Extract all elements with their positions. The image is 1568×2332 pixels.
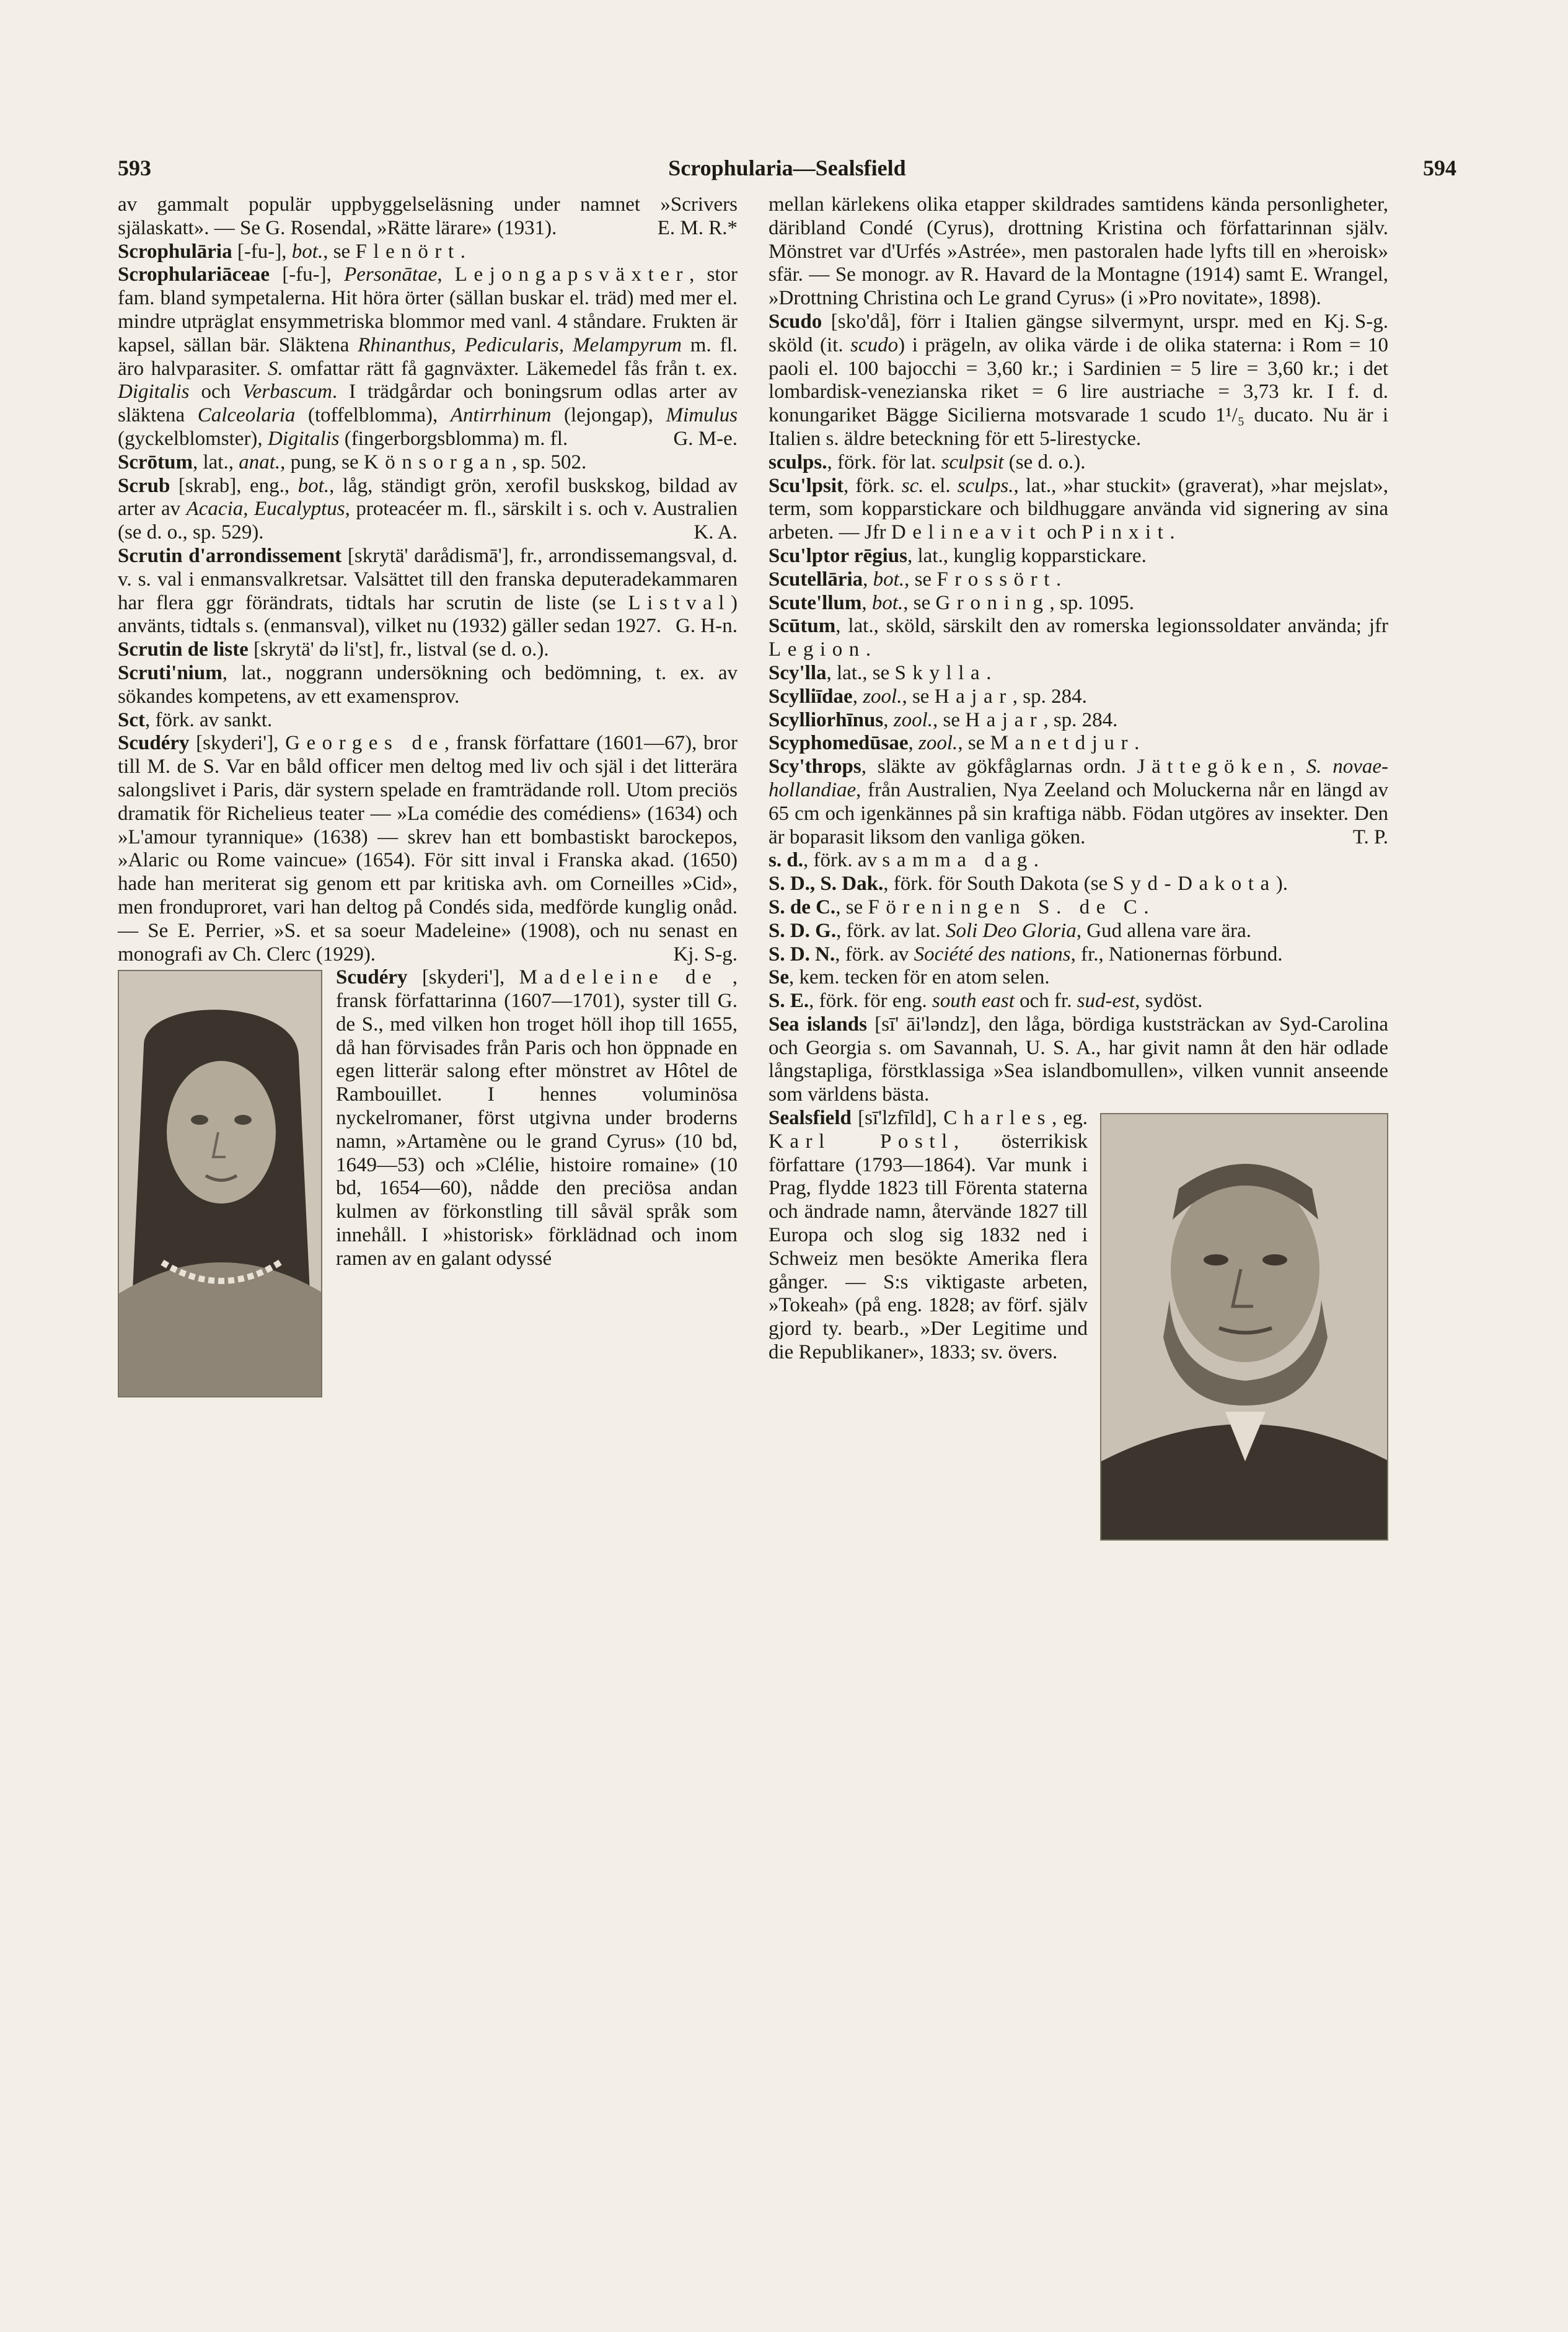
entry-scylliorhinus: Scylliorhīnus, zool., se Hajar, sp. 284. xyxy=(769,708,1118,731)
entry-scylla: Scy'lla, lat., se Skylla. xyxy=(769,661,992,684)
entry-s-e: S. E., förk. för eng. south east och fr. sud-est, sydöst. xyxy=(769,990,1203,1013)
entry-s-de-c: S. de C., se Föreningen S. de C. xyxy=(769,895,1149,918)
entry-s-d-g: S. D. G., förk. av lat. Soli Deo Gloria, Gud allena vare ära. xyxy=(769,919,1251,942)
entry-scythrops: Scy'throps, släkte av gökfåglarnas ordn. Jättegöken, S. novae-hollandiae, från Australien, Nya Zeeland och Moluckerna når en längd av 65 cm och igenkännes på sin kraftiga näbb. Födan utgöres av insekter. Den är boparasit liksom den vanliga göken. T. P. xyxy=(769,755,1388,848)
entry-continuation: av gammalt populär uppbyggelseläsning under namnet »Scrivers själaskatt». — Se G. Rosendal, »Rätte lärare» (1931). E. M. R.* xyxy=(118,193,738,239)
entry-scyphomedusae: Scyphomedūsae, zool., se Manetdjur. xyxy=(769,732,1140,755)
entry-scrophularia: Scrophulāria [-fu-], bot., se Flenört. xyxy=(118,240,465,263)
entry-scrophulariaceae: Scrophulariāceae [-fu-], Personātae, Lejongapsväxter, stor fam. bland sympetalerna. Hit höra örter (sällan buskar el. träd) med mer el. mindre utpräglat ensymmetriska blommor med vanl. 4 ståndare. Frukten är kapsel, sällan bär. Släktena Rhinanthus, Pedicularis, Melampyrum m. fl. äro halvparasiter. S. omfattar rätt få gagnväxter. Läkemedel fås från t. ex. Digitalis och Verbascum. I trädgårdar och boningsrum odlas arter av släktena Calceolaria (toffelblomma), Antirrhinum (lejongap), Mimulus (gyckelblomster), Digitalis (fingerborgsblomma) m. fl. G. M-e. xyxy=(118,263,738,450)
entry-s-d: s. d., förk. av samma dag. xyxy=(769,849,1039,872)
entry-scrotum: Scrōtum, lat., anat., pung, se Könsorgan, sp. 502. xyxy=(118,451,587,473)
entry-se: Se, kem. tecken för en atom selen. xyxy=(769,966,1050,989)
entry-sculps: sculps., förk. för lat. sculpsit (se d. o.). xyxy=(769,451,1086,473)
entry-sct: Sct, förk. av sankt. xyxy=(118,708,273,731)
left-column xyxy=(118,193,738,1402)
portrait-charles-sealsfield xyxy=(1100,1113,1388,1541)
entry-scudery-georges: Scudéry [skyderi'], Georges de, fransk författare (1601—67), bror till M. de S. Var en båld officer men deltog med liv och själ i det litterära salongslivet i Paris, där systern spelade en framträdande roll. Utom preciös dramatik för Richelieus teater — »La comédie des comédiens» (1634) och »L'amour tyrannique» (1638) — skrev han ett bombastiskt barockepos, »Alaric ou Rome vaincue» (1654). För sitt inval i Franska akad. (1650) hade han meriterat sig genom ett par kritiska avh. om Corneilles »Cid», men fronduproret, vari han deltog på Condés sida, medförde kunglig onåd. — Se E. Perrier, »S. et sa soeur Madeleine» (1908), och nu senast en monografi av Ch. Clerc (1929). Kj. S-g. xyxy=(118,732,738,966)
entry-scudo: Scudo [sko'då], förr i Italien gängse silvermynt, urspr. med en sköld (it. scudo) i prägeln, av olika värde i de olika staterna: i Rom = 10 paoli el. 100 bajocchi = 3,60 kr.; i Sardinien = 5 lire = 3,60 kr.; i det lombardisk-venezianska riket = 6 lire austriache = 3,73 kr. I f. d. konungariket Bägge Sicilierna motsvarade 1 scudo 1¹/₅ ducato. Nu är i Italien s. äldre beteckning för ett 5-lirestycke. xyxy=(769,310,1388,450)
entry-scrutinium: Scruti'nium, lat., noggrann undersökning och bedömning, t. ex. av sökandes kompetens, av ett examensprov. xyxy=(118,661,738,708)
right-column xyxy=(769,193,1388,1546)
entry-scutum: Scūtum, lat., sköld, särskilt den av romerska legionssoldater använda; jfr Legion. xyxy=(769,615,1388,661)
portrait-madeleine-de-scudery xyxy=(118,970,322,1397)
entry-continuation-right: mellan kärlekens olika etapper skildrades samtidens kända personligheter, däribland Condé (Cyrus), drottning Kristina och författarinnan själv. Mönstret var d'Urfés »Astrée», men pastoralen hade lyfts till en »heroisk» sfär. — Se monogr. av R. Havard de la Montagne (1914) samt E. Wrangel, »Drottning Christina och Le grand Cyrus» (i »Pro novitate», 1898). Kj. S-g. xyxy=(769,193,1388,333)
entry-scrub: Scrub [skrab], eng., bot., låg, ständigt grön, xerofil buskskog, bildad av arter av Acacia, Eucalyptus, proteacéer m. fl., särskilt i s. och v. Australien (se d. o., sp. 529). K. A. xyxy=(118,474,738,544)
left-page-number: 593 xyxy=(118,156,151,180)
entry-sea-islands: Sea islands [sī' āi'ləndz], den låga, bördiga kuststräckan av Syd-Carolina och Georgia s. om Savannah, U. S. A., har givit namn åt den här odlade långstapliga, förstklassiga »Sea islandbomullen», vilken vunnit anseende som världens bästa. xyxy=(769,1013,1388,1106)
entry-sealsfield: Sealsfield [sī'lzfīld], Charles, eg. Karl Postl, österrikisk författare (1793—1864). Var munk i Prag, flydde 1823 till Förenta staterna och ändrade namn, återvände 1827 till Europa och slog sig 1832 ned i Schweiz men besökte Amerika flera gånger. — S:s viktigaste arbeten, »Tokeah» (på eng. 1828; av förf. själv gjord ty. bearb., »Der Legitime und die Republikaner», 1833; sv. övers. xyxy=(769,1107,1388,1365)
entry-sculptor-regius: Scu'lptor rēgius, lat., kunglig kopparstickare. xyxy=(769,544,1147,567)
entry-scrutin-de-liste: Scrutin de liste [skrytä' də li'st], fr., listval (se d. o.). xyxy=(118,638,549,661)
entry-scutellum: Scute'llum, bot., se Groning, sp. 1095. xyxy=(769,591,1135,614)
running-head: Scrophularia—Sealsfield xyxy=(668,156,906,180)
entry-sculpsit: Scu'lpsit, förk. sc. el. sculps., lat., »har stuckit» (graverat), »har mejslat», term, som kopparstickare och bildhuggare använda vid signering av sina arbeten. — Jfr Delineavit och Pinxit. xyxy=(769,474,1388,544)
portrait-figure xyxy=(119,971,322,1397)
entry-s-dak: S. D., S. Dak., förk. för South Dakota (se Syd-Dakota). xyxy=(769,873,1288,895)
portrait-figure xyxy=(1101,1114,1388,1541)
entry-scutellaria: Scutellāria, bot., se Frossört. xyxy=(769,568,1062,591)
entry-s-d-n: S. D. N., förk. av Société des nations, fr., Nationernas förbund. xyxy=(769,943,1283,966)
entry-scrutin-darrondissement: Scrutin d'arrondissement [skrytä' darådismā'], fr., arrondissemangsval, d. v. s. val i enmansvalkretsar. Valsättet till den franska deputeradekammaren har flera ggr förändrats, tidtals har scrutin de liste (se Listval) använts, tidtals s. (enmansval), vilket nu (1932) gäller sedan 1927. G. H-n. xyxy=(118,544,738,638)
entry-scylliidae: Scylliīdae, zool., se Hajar, sp. 284. xyxy=(769,685,1087,708)
page-header xyxy=(118,155,1456,192)
entry-scudery-madeleine: Scudéry [skyderi'], Madeleine de , fransk författarinna (1607—1701), syster till G. de S., med vilken hon troget höll ihop till 1655, då han förvisades från Paris och hon öppnade en egen litterär salong efter mönstret av Hôtel de Rambouillet. I hennes voluminösa nyckelromaner, först utgivna under broderns namn, »Artamène ou le grand Cyrus» (10 bd, 1649—53) och »Clélie, histoire romaine» (10 bd, 1654—60), nådde den preciösa andan kulmen av förkonstling till såväl språk som innehåll. I »historisk» förklädnad och inom ramen av en galant odyssé xyxy=(118,966,738,1270)
right-page-number: 594 xyxy=(1423,156,1456,180)
